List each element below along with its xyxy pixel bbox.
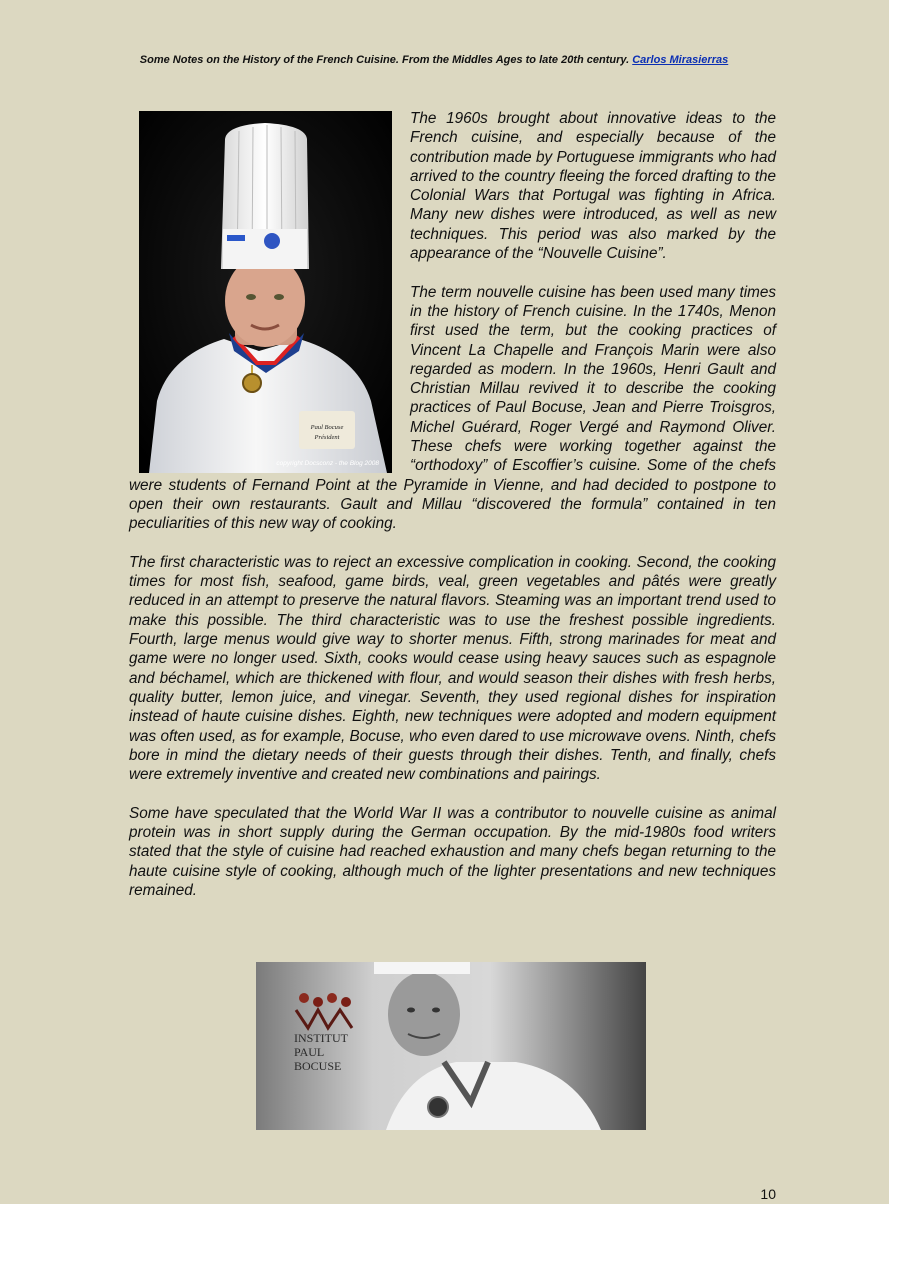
page-number: 10 — [760, 1186, 776, 1202]
article-body — [129, 109, 776, 919]
photo-copyright-caption: copyright Docsconz - the Blog 2008 — [276, 460, 379, 467]
logo-line-1: INSTITUT — [294, 1031, 348, 1045]
chef-portrait-photo — [139, 111, 392, 473]
running-header — [0, 54, 868, 66]
institut-paul-bocuse-photo — [256, 962, 646, 1130]
paragraph-3: The first characteristic was to reject an excessive complication in cooking. Second, the cooking times for most fish, seafood, game birds, veal, green vegetables and pâtés were greatly reduced in an attempt to preserve the natural flavors. Steaming was an important trend used to make this possible. The third characteristic was to use the freshest possible ingredients. Fourth, large menus would give way to shorter menus. Fifth, strong marinades for meat and game were no longer used. Sixth, cooks would cease using heavy sauces such as espagnole and béchamel, which are thickened with flour, and would season their dishes with fresh herbs, quality butter, lemon juice, and vinegar. Seventh, they used regional dishes for inspiration instead of haute cuisine dishes. Eighth, new techniques were adopted and modern equipment was often used, as for example, Bocuse, who even dared to use microwave ovens. Ninth, chefs bore in mind the dietary needs of their guests through their dishes. Tenth, and finally, chefs were extremely inventive and created new combinations and pairings. — [129, 553, 776, 784]
badge-role: Président — [314, 434, 340, 441]
logo-line-3: BOCUSE — [294, 1059, 342, 1073]
badge-name: Paul Bocuse — [310, 424, 344, 431]
paragraph-4: Some have speculated that the World War II was a contributor to nouvelle cuisine as animal protein was in short supply during the German occupation. By the mid-1980s food writers stated that the style of cuisine had reached exhaustion and many chefs began returning to the haute cuisine style of cooking, although much of the lighter presentations and new techniques remained. — [129, 804, 776, 899]
logo-line-2: PAUL — [294, 1045, 325, 1059]
header-title: Some Notes on the History of the French Cuisine. From the Middles Ages to late 20th century. — [139, 54, 630, 66]
paragraph-2: The term nouvelle cuisine has been used many times in the history of French cuisine. In the 1740s, Menon first used the term, but the cooking practices of Vincent La Chapelle and François Marin were also regarded as modern. In the 1960s, Henri Gault and Christian Millau revived it to describe the cooking practices of Paul Bocuse, Jean and Pierre Troisgros, Michel Guérard, Roger Vergé and Raymond Oliver. These chefs were working together against the “orthodoxy” of Escoffier’s cuisine. Some of the chefs were students of Fernand Point at the Pyramide in Vienne, and had decided to postpone to open their own restaurants. Gault and Millau “discovered the formula” contained in ten peculiarities of this new way of cooking. — [129, 283, 776, 533]
institut-illustration — [256, 962, 646, 1130]
author-link[interactable]: Carlos Mirasierras — [632, 54, 729, 66]
paragraph-1: The 1960s brought about innovative ideas to the French cuisine, and especially because of the contribution made by Portuguese immigrants who had arrived to the country fleeing the forced drafting to the Colonial Wars that Portugal was fighting in Africa. Many new dishes were introduced, as well as new techniques. This period was also marked by the appearance of the “Nouvelle Cuisine”. — [410, 110, 776, 263]
chef-portrait-illustration — [139, 111, 392, 473]
